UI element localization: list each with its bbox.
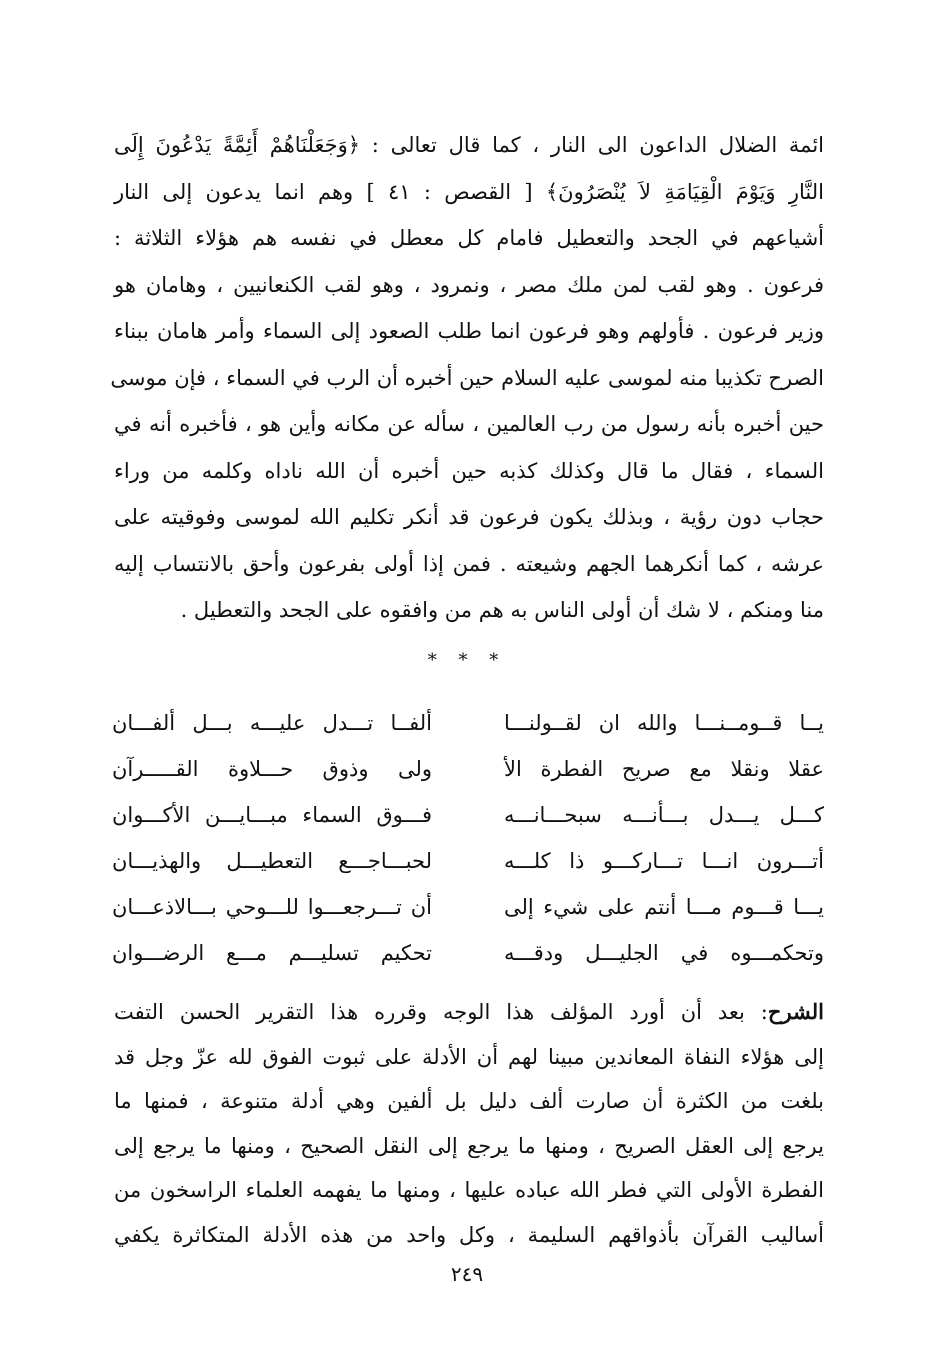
- verse-second-hemistich: فـــوق السماء مبـــايـــن الأكـــوان: [112, 803, 432, 827]
- text-line: عرشه ، كما أنكرهما الجهم وشيعته . فمن إذا أولى بفرعون وأحق بالانتساب إليه: [114, 551, 824, 576]
- verse-first-hemistich: يــا قــومــنـــا والله ان لقــولنـــا: [504, 711, 824, 735]
- poem-verse: [112, 930, 824, 976]
- poem-verse: [112, 700, 824, 746]
- text-line: أشياعهم في الجحد والتعطيل فامام كل معطل في نفسه هم هؤلاء الثلاثة :: [114, 226, 824, 250]
- text-line: بلغت من الكثرة أن صارت ألف دليل بل ألفين وهي أدلة متنوعة ، فمنها ما: [114, 1089, 824, 1113]
- section-separator: * * *: [427, 650, 507, 671]
- page-number: ٢٤٩: [450, 1262, 484, 1286]
- text-line: حين أخبره بأنه رسول من رب العالمين ، سأله عن مكانه وأين هو ، فأخبره أنه في: [114, 412, 824, 436]
- commentary-first-line: : بعد أن أورد المؤلف هذا الوجه وقرره هذا التقرير الحسن التفت: [114, 1000, 768, 1024]
- poem-verse: [112, 884, 824, 930]
- poem-verse: [112, 746, 824, 792]
- verse-first-hemistich: يـــا قـــوم مـــا أنتم على شيء إلى: [504, 895, 824, 919]
- verse-first-hemistich: عقلا ونقلا مع صريح الفطرة الأ: [504, 757, 824, 781]
- poem-verse: [112, 792, 824, 838]
- verse-first-hemistich: كـــل يـــدل بـــأنـــه سبحـــانـــه: [504, 803, 824, 827]
- verse-second-hemistich: أن تـــرجعـــوا للـــوحي بـــالاذعـــان: [112, 895, 432, 919]
- commentary-label: الشرح: [767, 999, 824, 1024]
- text-line: النَّارِ وَيَوْمَ الْقِيَامَةِ لاَ يُنْصَرُونَ﴾ [ القصص : ٤١ ] وهم انما يدعون إلى النار: [114, 179, 824, 204]
- text-line: منا ومنكم ، لا شك أن أولى الناس به هم من وافقوه على الجحد والتعطيل .: [180, 598, 824, 622]
- text-line: ائمة الضلال الداعون الى النار ، كما قال تعالى : ﴿وَجَعَلْنَاهُمْ أَئِمَّةً يَدْعُونَ إِلَى: [114, 133, 824, 157]
- text-line: [114, 990, 824, 1035]
- verse-second-hemistich: ألفــا تـــدل عليـــه بـــل ألفـــان: [112, 711, 432, 735]
- text-line: الفطرة الأولى التي فطر الله عباده عليها ، ومنها ما يفهمه العلماء الراسخون من: [114, 1178, 824, 1202]
- text-line: حجاب دون رؤية ، وبذلك يكون فرعون قد أنكر تكليم الله لموسى وفوقيته على: [114, 505, 824, 529]
- paragraph-2-commentary: [114, 990, 824, 1257]
- text-line: أساليب القرآن بأذواقهم السليمة ، وكل واحد من هذه الأدلة المتكاثرة يكفي: [114, 1222, 824, 1247]
- text-line: السماء ، فقال ما قال وكذلك كذبه حين أخبره أن الله ناداه وكلمه من وراء: [114, 458, 824, 483]
- text-line: وزير فرعون . فأولهم وهو فرعون انما طلب الصعود إلى السماء وأمر هامان ببناء: [114, 319, 824, 343]
- poem-verse: [112, 838, 824, 884]
- poem: [112, 700, 824, 976]
- verse-second-hemistich: لحبـــاجـــع التعطيـــل والهذيـــان: [112, 849, 432, 873]
- text-line: إلى هؤلاء النفاة المعاندين مبينا لهم أن الأدلة على ثبوت الفوق لله عزّ وجل قد: [114, 1044, 824, 1069]
- verse-second-hemistich: ولى وذوق حـــلاوة القـــــرآن: [112, 757, 432, 781]
- paragraph-1: [110, 122, 824, 634]
- verse-second-hemistich: تحكيم تسليـــم مـــع الرضـــوان: [112, 941, 432, 965]
- verse-first-hemistich: وتحكمـــوه في الجليـــل ودقـــه: [504, 941, 824, 965]
- text-line: الصرح تكذيبا منه لموسى عليه السلام حين أخبره أن الرب في السماء ، فإن موسى: [110, 365, 824, 390]
- verse-first-hemistich: أتـــرون انـــا تـــاركـــو ذا كلـــه: [504, 849, 824, 873]
- text-line: يرجع إلى العقل الصريح ، ومنها ما يرجع إلى النقل الصحيح ، ومنها ما يرجع إلى: [114, 1133, 824, 1158]
- text-line: فرعون . وهو لقب لمن ملك مصر ، ونمرود ، وهو لقب الكنعانيين ، وهامان هو: [114, 272, 824, 297]
